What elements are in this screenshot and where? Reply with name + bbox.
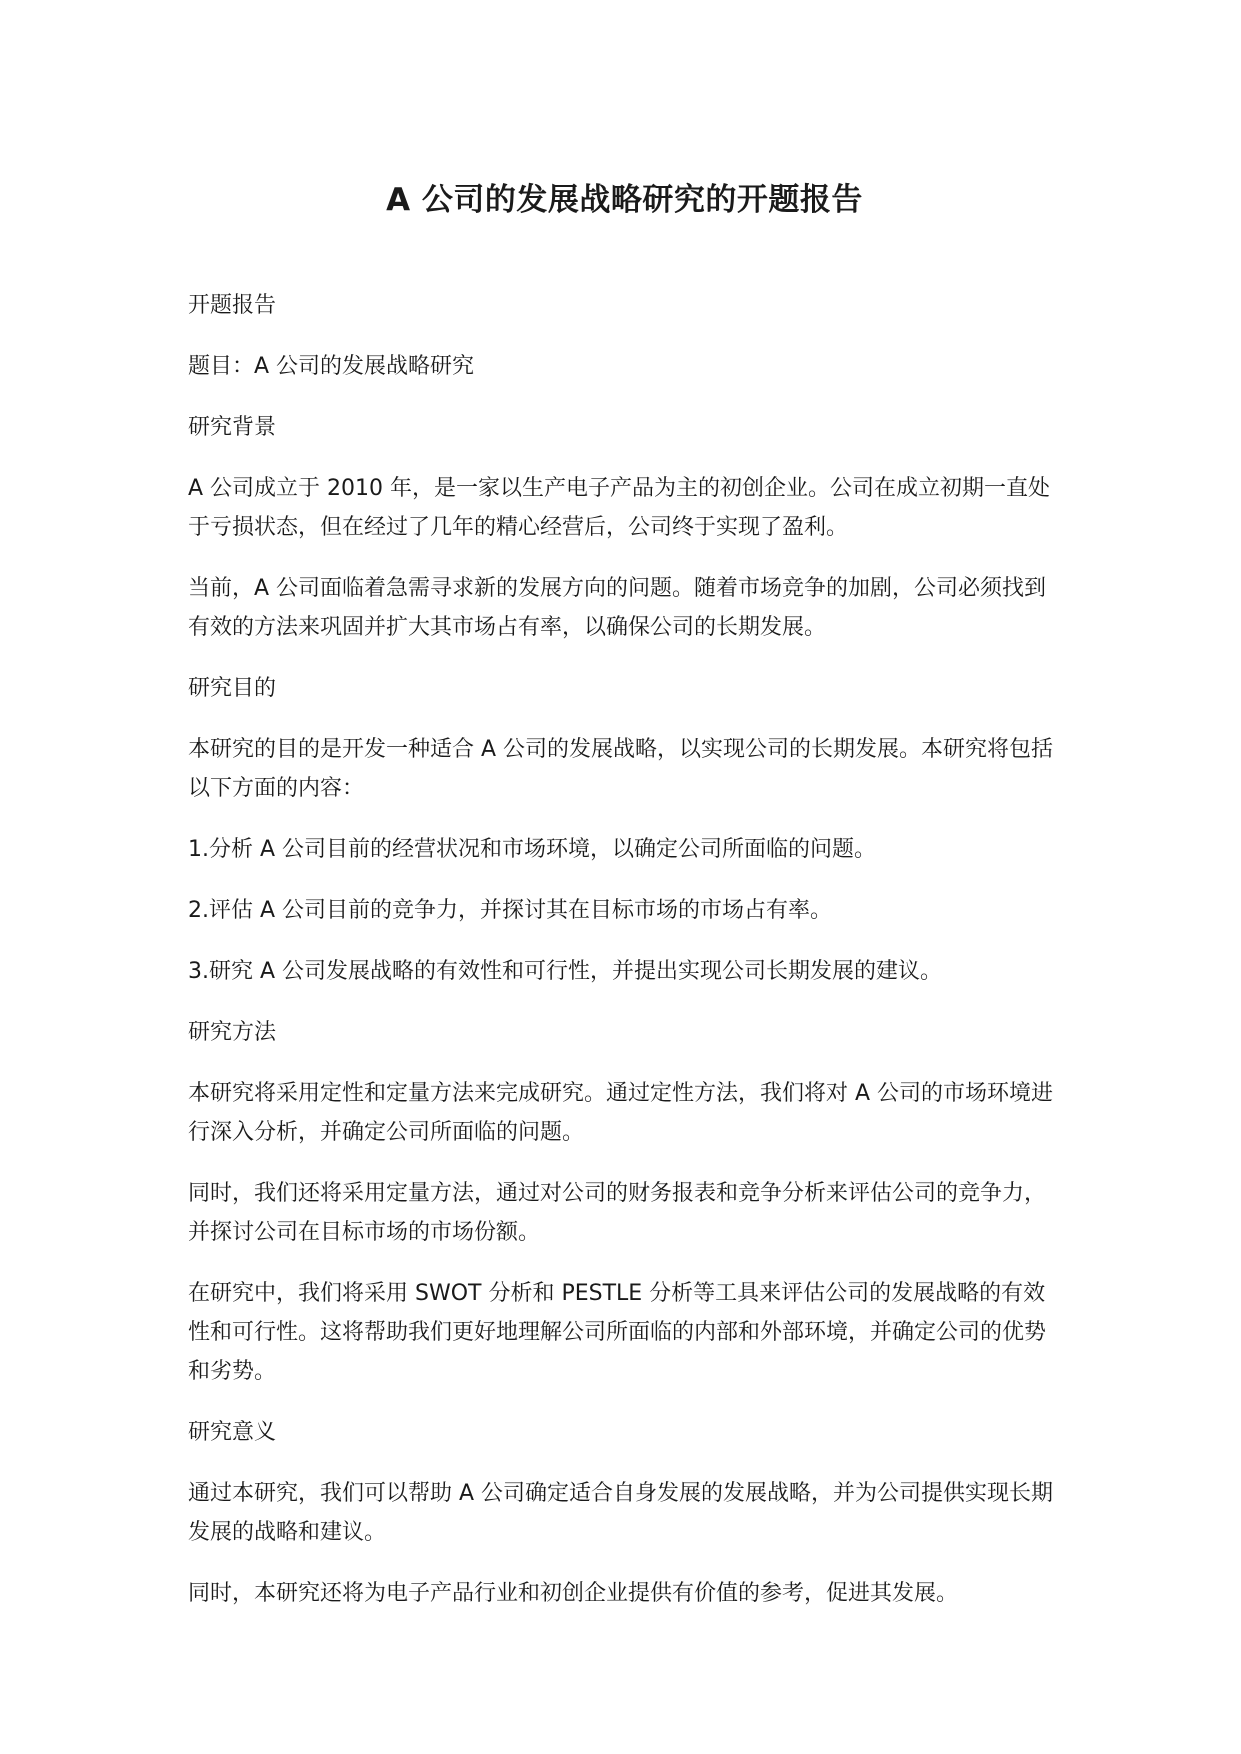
heading-methods: 研究方法 <box>188 1020 277 1045</box>
methods-paragraph-2: 同时，我们还将采用定量方法，通过对公司的财务报表和竞争分析来评估公司的竞争力，并探讨公司在目标市场的市场份额。 <box>188 1181 1047 1245</box>
purpose-item-2: 2.评估 A 公司目前的竞争力，并探讨其在目标市场的市场占有率。 <box>188 898 833 923</box>
heading-background: 研究背景 <box>188 415 277 440</box>
purpose-paragraph: 本研究的目的是开发一种适合 A 公司的发展战略，以实现公司的长期发展。本研究将包括以下方面的内容： <box>188 737 1054 801</box>
heading-purpose: 研究目的 <box>188 676 277 701</box>
significance-paragraph-2: 同时，本研究还将为电子产品行业和初创企业提供有价值的参考，促进其发展。 <box>188 1581 959 1606</box>
methods-paragraph-1: 本研究将采用定性和定量方法来完成研究。通过定性方法，我们将对 A 公司的市场环境进行深入分析，并确定公司所面临的问题。 <box>188 1081 1054 1145</box>
heading-significance: 研究意义 <box>188 1420 277 1445</box>
methods-paragraph-3: 在研究中，我们将采用 SWOT 分析和 PESTLE 分析等工具来评估公司的发展战略的有效性和可行性。这将帮助我们更好地理解公司所面临的内部和外部环境，并确定公司的优势和劣势。 <box>188 1281 1047 1384</box>
document-title: A 公司的发展战略研究的开题报告 <box>386 182 863 218</box>
background-paragraph-1: A 公司成立于 2010 年，是一家以生产电子产品为主的初创企业。公司在成立初期一直处于亏损状态，但在经过了几年的精心经营后，公司终于实现了盈利。 <box>188 476 1051 540</box>
topic-line: 题目：A 公司的发展战略研究 <box>188 354 475 379</box>
purpose-item-3: 3.研究 A 公司发展战略的有效性和可行性，并提出实现公司长期发展的建议。 <box>188 959 943 984</box>
purpose-item-1: 1.分析 A 公司目前的经营状况和市场环境，以确定公司所面临的问题。 <box>188 837 877 862</box>
section-label-proposal: 开题报告 <box>188 293 277 318</box>
significance-paragraph-1: 通过本研究，我们可以帮助 A 公司确定适合自身发展的发展战略，并为公司提供实现长期发展的战略和建议。 <box>188 1481 1054 1545</box>
background-paragraph-2: 当前，A 公司面临着急需寻求新的发展方向的问题。随着市场竞争的加剧，公司必须找到有效的方法来巩固并扩大其市场占有率，以确保公司的长期发展。 <box>188 576 1047 640</box>
